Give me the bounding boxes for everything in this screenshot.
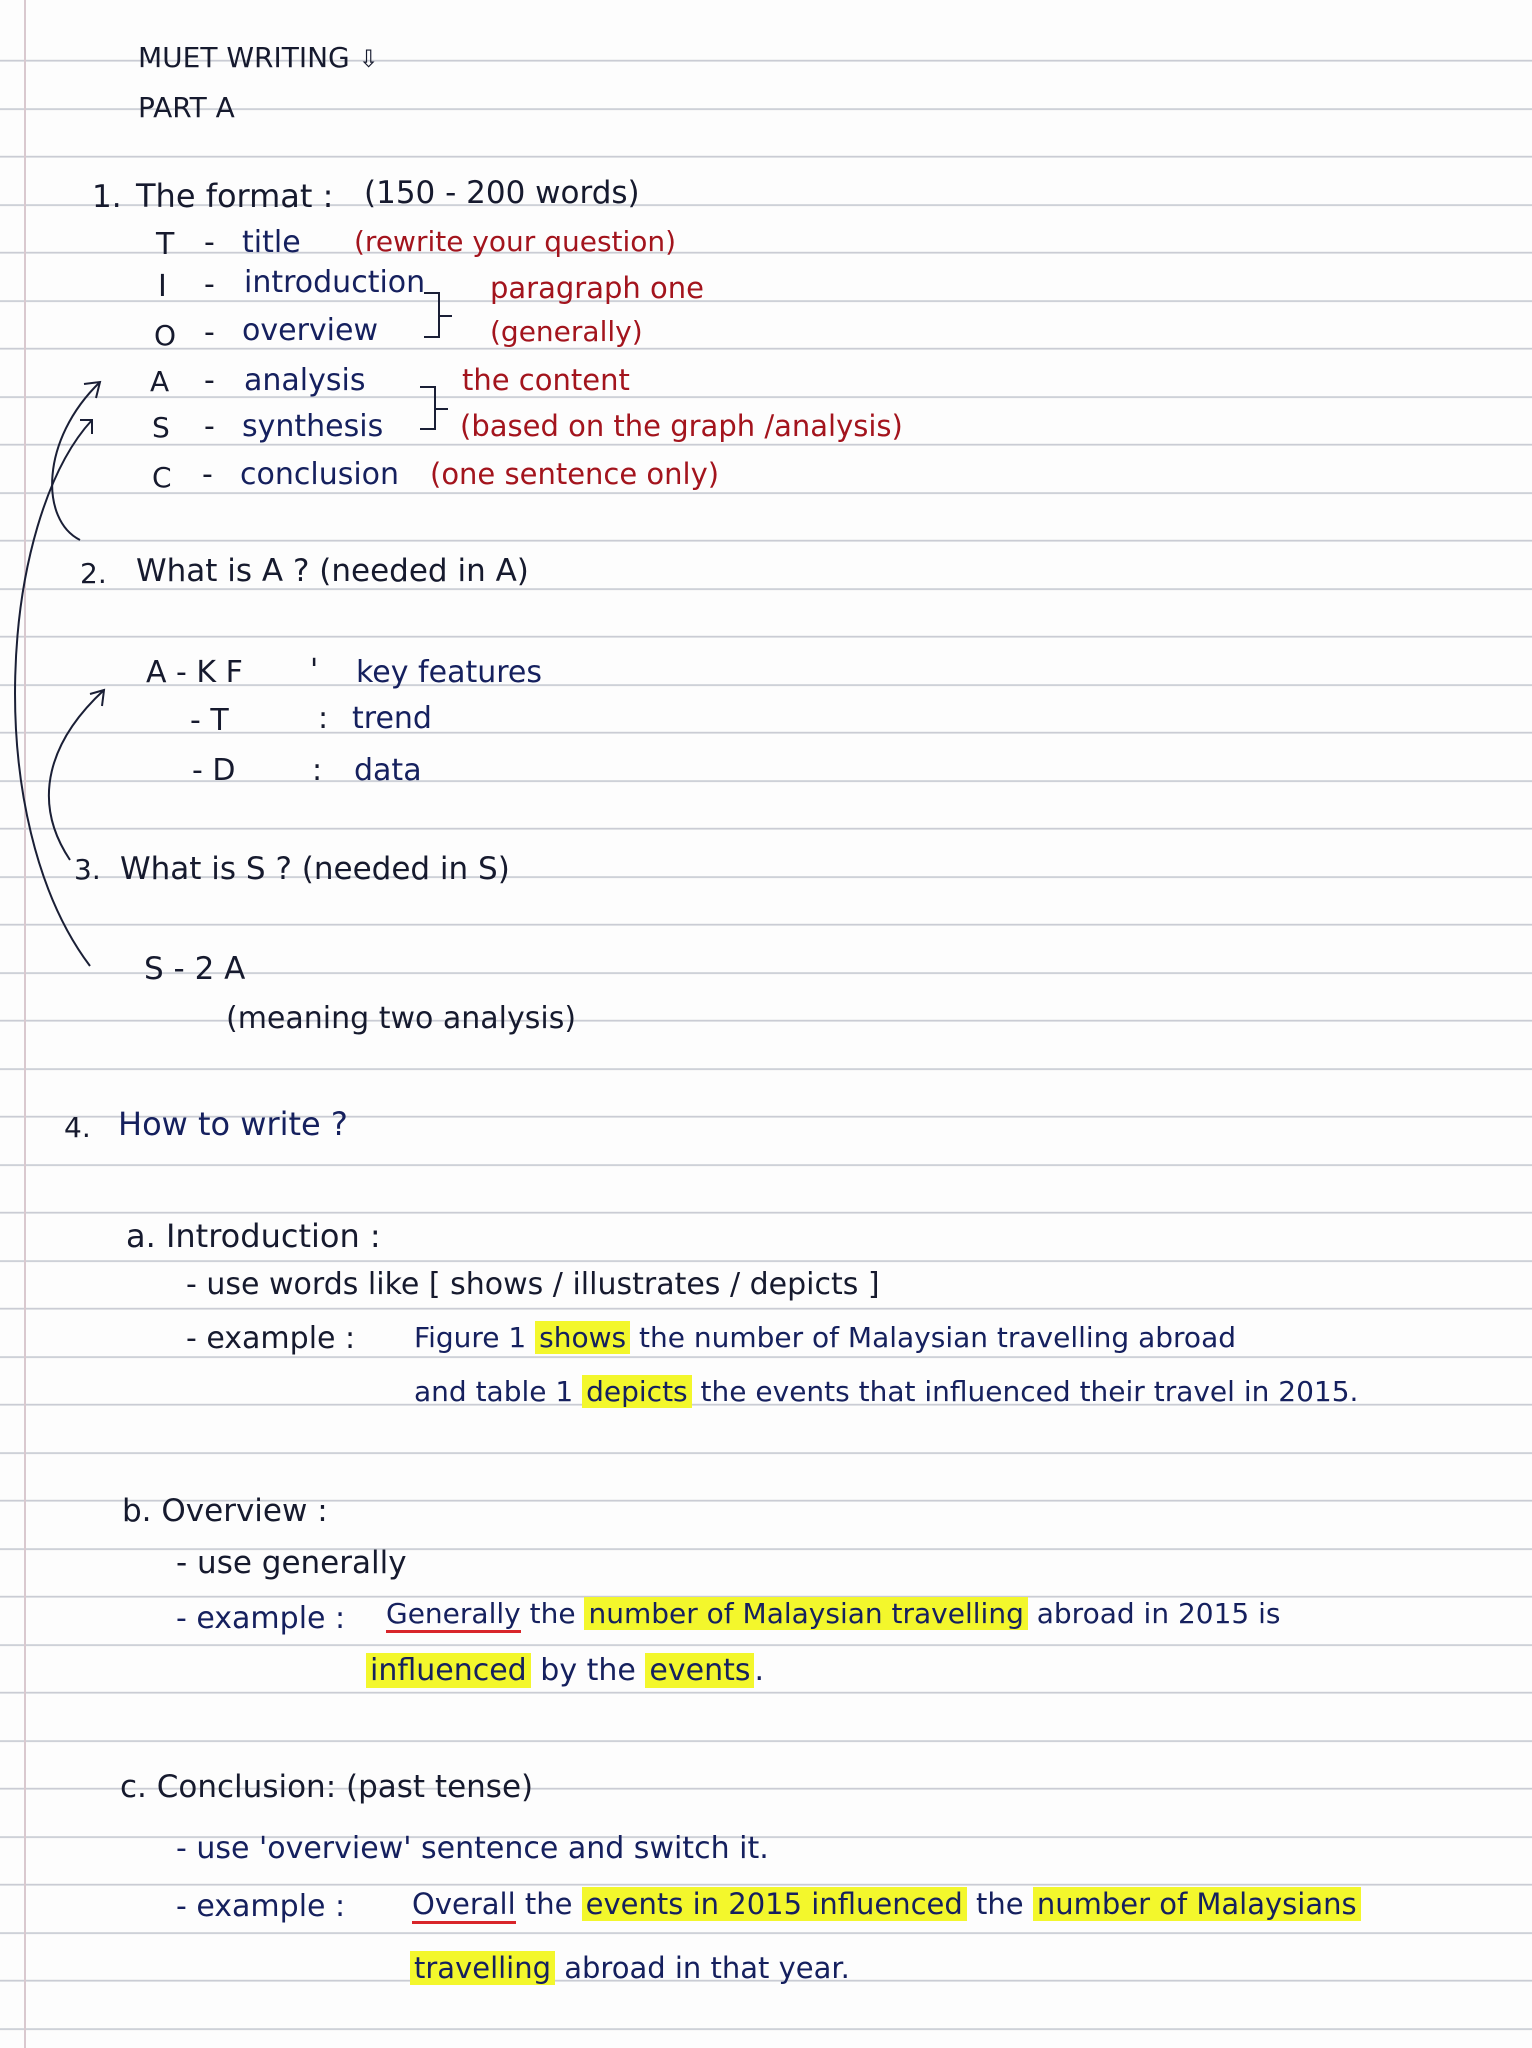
format-word: conclusion xyxy=(240,457,400,492)
section3-title: What is S ? (needed in S) xyxy=(120,851,510,887)
format-note: (rewrite your question) xyxy=(354,225,677,258)
kfd-prefix: - T xyxy=(190,703,229,738)
pointing-down-icon: ⇩ xyxy=(358,45,379,73)
format-dash: - xyxy=(202,457,213,492)
bracket-content xyxy=(420,386,436,430)
overview-example-line2: influenced by the events . xyxy=(366,1656,764,1686)
page-title: MUET WRITING ⇩ xyxy=(138,41,379,74)
format-letter: O xyxy=(154,319,177,352)
conclusion-label: c. Conclusion: (past tense) xyxy=(120,1769,534,1805)
format-word: title xyxy=(242,225,301,260)
format-dash: - xyxy=(204,267,215,302)
introduction-label: a. Introduction : xyxy=(126,1217,381,1255)
kfd-value: data xyxy=(354,753,422,788)
kfd-value: trend xyxy=(352,701,432,736)
introduction-bullet: - use words like [ shows / illustrates / depicts ] xyxy=(186,1267,880,1302)
format-letter: T xyxy=(156,227,175,262)
highlight: shows xyxy=(535,1321,630,1354)
format-word: synthesis xyxy=(242,409,384,444)
group1-line2: (generally) xyxy=(490,315,643,348)
format-word: analysis xyxy=(244,363,366,398)
introduction-example-line1: Figure 1 shows the number of Malaysian travelling abroad xyxy=(414,1321,1236,1354)
format-dash: - xyxy=(204,363,215,398)
format-letter: C xyxy=(152,461,172,494)
conclusion-bullet: - use 'overview' sentence and switch it. xyxy=(176,1831,769,1866)
section4-title: How to write ? xyxy=(118,1105,348,1143)
highlight: events xyxy=(645,1653,754,1688)
highlight: depicts xyxy=(582,1375,692,1408)
format-word: introduction xyxy=(244,265,426,300)
conclusion-example-line2: travelling abroad in that year. xyxy=(410,1954,850,1983)
kfd-separator: : xyxy=(312,753,323,788)
arrow-kf-loop xyxy=(49,690,104,860)
kfd-separator: ' xyxy=(310,653,319,688)
format-letter: S xyxy=(152,411,170,444)
synthesis-meaning: (meaning two analysis) xyxy=(226,1001,577,1036)
format-dash: - xyxy=(204,315,215,350)
section3-number: 3. xyxy=(74,853,101,886)
arrow-a-to-section2 xyxy=(52,382,100,540)
format-dash: - xyxy=(204,225,215,260)
introduction-example-label: - example : xyxy=(186,1321,356,1356)
kfd-separator: : xyxy=(318,701,329,736)
format-note: (one sentence only) xyxy=(430,457,720,491)
overview-example-line1: Generally the number of Malaysian travelling abroad in 2015 is xyxy=(386,1600,1281,1628)
underline: Generally xyxy=(386,1597,521,1633)
section2-title: What is A ? (needed in A) xyxy=(136,553,529,589)
highlight: influenced xyxy=(366,1653,531,1688)
group2-line1: the content xyxy=(462,363,630,397)
highlight: events in 2015 influenced xyxy=(582,1887,967,1921)
group1-line1: paragraph one xyxy=(490,271,704,305)
highlight: number of Malaysians xyxy=(1033,1887,1361,1921)
section2-number: 2. xyxy=(80,557,107,590)
connector-arrows xyxy=(0,0,160,1000)
section1-title: The format : xyxy=(136,177,334,215)
kfd-prefix: A - K F xyxy=(146,655,243,690)
format-word: overview xyxy=(242,313,378,348)
section1-number: 1. xyxy=(92,179,122,215)
synthesis-formula: S - 2 A xyxy=(144,951,246,987)
conclusion-example-label: - example : xyxy=(176,1889,346,1924)
underline: Overall xyxy=(412,1887,516,1924)
bracket-paragraph-one xyxy=(424,292,440,338)
highlight: number of Malaysian travelling xyxy=(584,1597,1027,1630)
format-letter: I xyxy=(158,269,167,304)
highlight: travelling xyxy=(410,1951,555,1985)
format-letter: A xyxy=(150,365,170,398)
kfd-prefix: - D xyxy=(192,753,236,788)
format-dash: - xyxy=(204,409,215,444)
section1-word-count: (150 - 200 words) xyxy=(364,175,640,211)
overview-example-label: - example : xyxy=(176,1601,346,1636)
introduction-example-line2: and table 1 depicts the events that influenced their travel in 2015. xyxy=(414,1375,1359,1408)
group2-line2: (based on the graph /analysis) xyxy=(460,409,903,443)
conclusion-example-line1: Overall the events in 2015 influenced the number of Malaysians xyxy=(412,1890,1361,1919)
overview-label: b. Overview : xyxy=(122,1493,328,1529)
part-label: PART A xyxy=(138,91,235,124)
kfd-value: key features xyxy=(356,655,542,690)
section4-number: 4. xyxy=(64,1111,91,1144)
overview-bullet: - use generally xyxy=(176,1545,407,1581)
